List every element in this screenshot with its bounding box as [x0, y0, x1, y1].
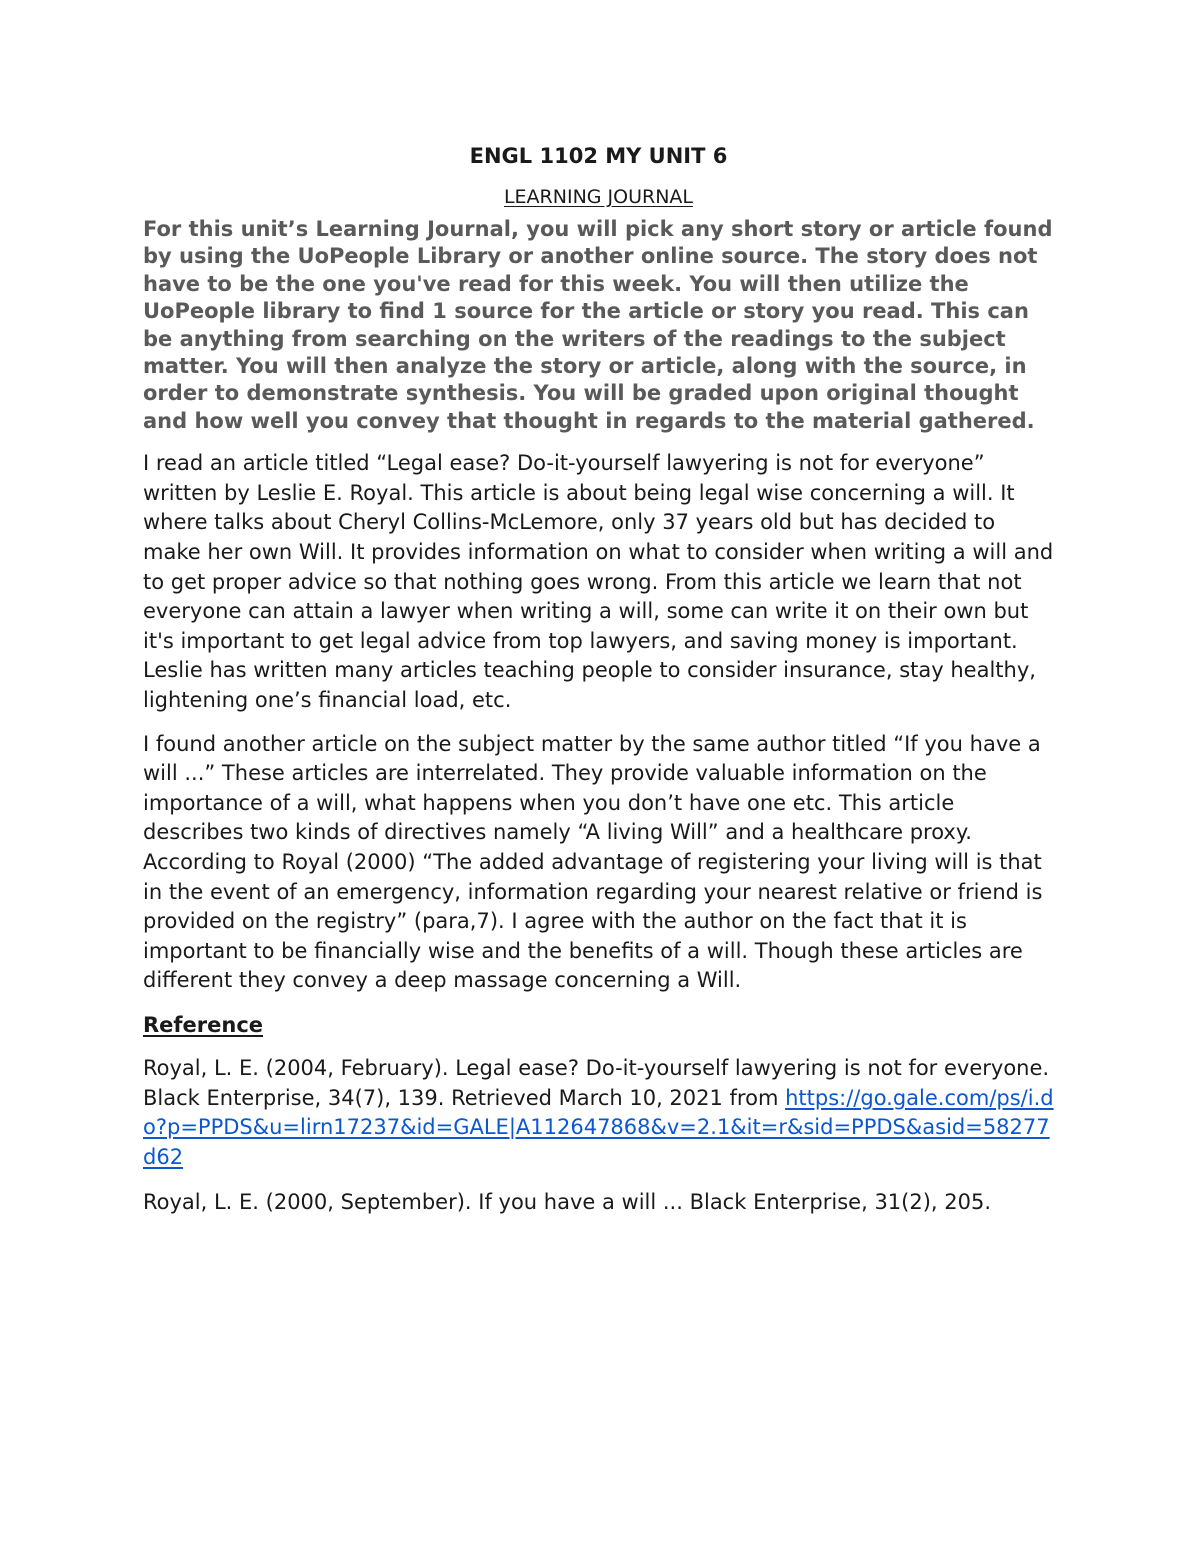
reference-heading — [143, 1010, 1058, 1040]
reference-entry-1 — [143, 1054, 1058, 1172]
reference-entry-2-text: Royal, L. E. (2000, September). If you have a will ... Black Enterprise, 31(2), 205. — [143, 1190, 992, 1215]
document-content — [143, 138, 1058, 1234]
reference-entry-2 — [143, 1188, 1058, 1218]
body-paragraph-2: I found another article on the subject matter by the same author titled “If you have a will ...” These articles are interrelated. They provide valuable information on the importance of a will, what happens when you don’t have one etc. This article describes two kinds of directives namely “A living Will” and a healthcare proxy. According to Royal (2000) “The added advantage of registering your living will is that in the event of an emergency, information regarding your nearest relative or friend is provided on the registry” (para,7). I agree with the author on the fact that it is important to be financially wise and the benefits of a will. Though these articles are different they convey a deep massage concerning a Will. — [143, 731, 1043, 993]
document-title: ENGL 1102 MY UNIT 6 — [469, 144, 728, 168]
reference-link[interactable]: https://go.gale.com/ps/i.do?p=PPDS&u=lirn17237&id=GALE|A112647868&v=2.1&it=r&sid=PPDS&asid=58277d62 — [143, 1085, 1054, 1169]
document-subtitle — [143, 184, 1058, 210]
subtitle-text: LEARNING JOURNAL — [503, 186, 694, 208]
reference-entry-1-text: Royal, L. E. (2004, February). Legal ease? Do-it-yourself lawyering is not for everyone. Black Enterprise, 34(7), 139. Retrieved March 10, 2021 from — [143, 1055, 1050, 1110]
journal-prompt: For this unit’s Learning Journal, you will pick any short story or article found by using the UoPeople Library or another online source. The story does not have to be the one you've read for this week. You will then utilize the UoPeople library to find 1 source for the article or story you read. This can be anything from searching on the writers of the readings to the subject matter. You will then analyze the story or article, along with the source, in order to demonstrate synthesis. You will be graded upon original thought and how well you convey that thought in regards to the material gathered. — [143, 217, 1053, 433]
body-paragraph-1: I read an article titled “Legal ease? Do-it-yourself lawyering is not for everyone” written by Leslie E. Royal. This article is about being legal wise concerning a will. It where talks about Cheryl Collins-McLemore, only 37 years old but has decided to make her own Will. It provides information on what to consider when writing a will and to get proper advice so that nothing goes wrong. From this article we learn that not everyone can attain a lawyer when writing a will, some can write it on their own but it's important to get legal advice from top lawyers, and saving money is important. Leslie has written many articles teaching people to consider insurance, stay healthy, lightening one’s financial load, etc. — [143, 451, 1054, 712]
reference-heading-text: Reference — [143, 1012, 264, 1037]
